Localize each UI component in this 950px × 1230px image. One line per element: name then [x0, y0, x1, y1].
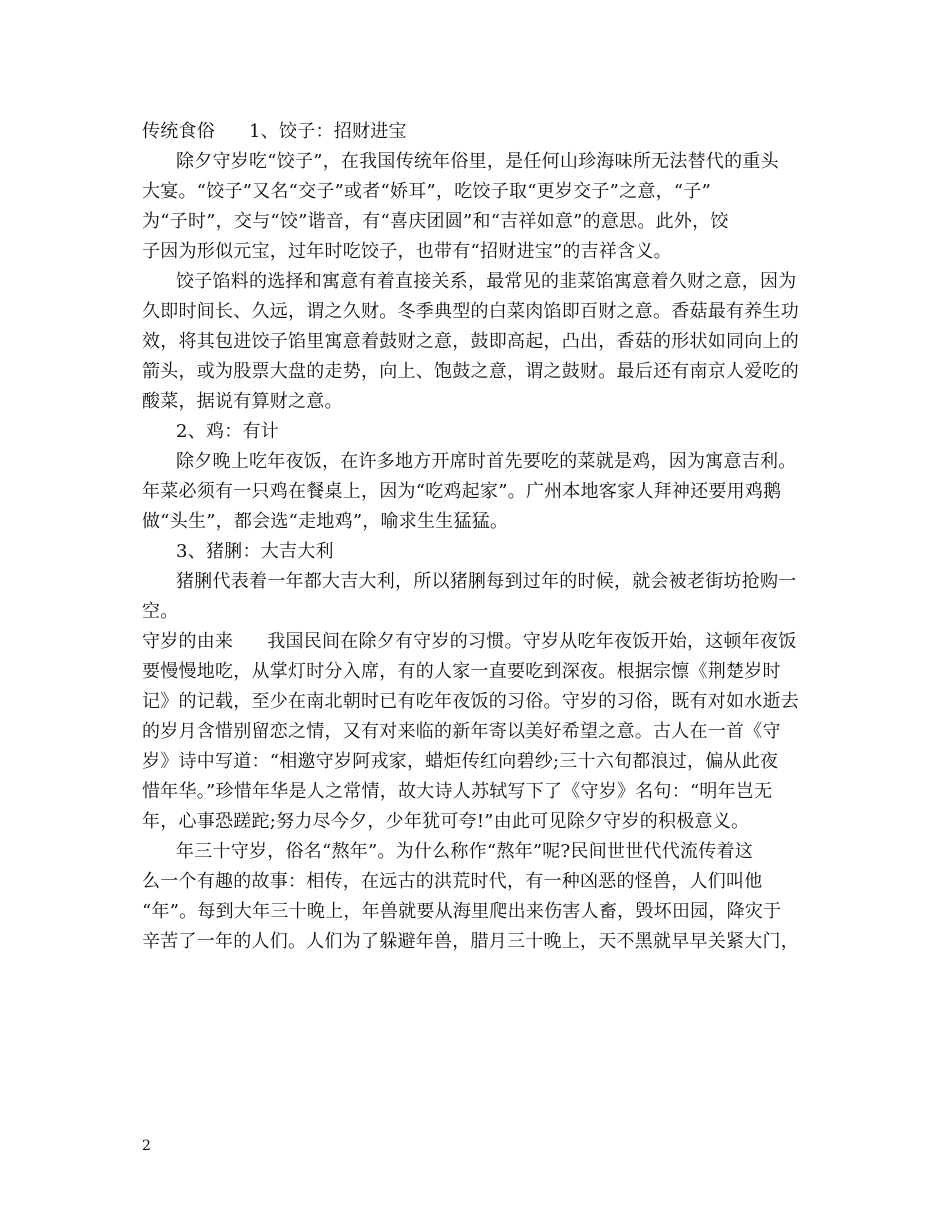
text-line: 大宴。“饺子”又名“交子”或者“娇耳”，吃饺子取“更岁交子”之意，“子” [142, 181, 712, 202]
text-line: 我国民间在除夕有守岁的习惯。守岁从吃年夜饭开始，这顿年夜饭 [267, 631, 797, 652]
text-line: 箭头，或为股票大盘的走势，向上、饱鼓之意，谓之鼓财。最后还有南京人爱吃的 [142, 361, 799, 382]
text-line: “年”。每到大年三十晚上，年兽就要从海里爬出来伤害人畜，毁坏田园，降灾于 [142, 901, 782, 922]
text-line: 除夕守岁吃“饺子”，在我国传统年俗里，是任何山珍海味所无法替代的重头 [176, 151, 779, 172]
section-title: 守岁的由来 [142, 631, 234, 652]
text-line: 要慢慢地吃，从掌灯时分入席，有的人家一直要吃到深夜。根据宗懔《荆楚岁时 [142, 661, 781, 682]
text-line: 效，将其包进饺子馅里寓意着鼓财之意，鼓即高起，凸出，香菇的形状如同向上的 [142, 331, 799, 352]
text-line: 岁》诗中写道：“相邀守岁阿戎家，蜡炬传红向碧纱;三十六旬都浪过，偏从此夜 [142, 751, 779, 772]
text-line: 么一个有趣的故事：相传，在远古的洪荒时代，有一种凶恶的怪兽，人们叫他 [142, 871, 763, 892]
text-line: 除夕晚上吃年夜饭，在许多地方开席时首先要吃的菜就是鸡，因为寓意吉利。 [176, 451, 797, 472]
text-line: 记》的记载，至少在南北朝时已有吃年夜饭的习俗。守岁的习俗，既有对如水逝去 [142, 691, 799, 712]
text-line: 空。 [142, 601, 179, 622]
section-heading-food-customs [142, 117, 812, 147]
text-line: 辛苦了一年的人们。人们为了躲避年兽，腊月三十晚上，天不黑就早早关紧大门， [142, 931, 799, 952]
section-title: 传统食俗 [142, 121, 215, 142]
document-body [142, 117, 812, 957]
subheading-chicken: 2、鸡：有计 [176, 421, 279, 442]
subheading-pig-tongue: 3、猪脷：大吉大利 [176, 541, 334, 562]
page-number: 2 [142, 1138, 151, 1154]
text-line: 子因为形似元宝，过年时吃饺子，也带有“招财进宝”的吉祥含义。 [142, 241, 672, 262]
text-line: 做“头生”，都会选“走地鸡”，喻求生生猛猛。 [142, 511, 509, 532]
text-line: 的岁月含惜别留恋之情，又有对来临的新年寄以美好希望之意。古人在一首《守 [142, 721, 781, 742]
section-heading-origin [142, 627, 812, 657]
text-line: 久即时间长、久远，谓之久财。冬季典型的白菜肉馅即百财之意。香菇最有养生功 [142, 301, 799, 322]
text-line: 饺子馅料的选择和寓意有着直接关系，最常见的韭菜馅寓意着久财之意，因为 [176, 271, 797, 292]
text-line: 酸菜，据说有算财之意。 [142, 391, 343, 412]
text-line: 年菜必须有一只鸡在餐桌上，因为“吃鸡起家”。广州本地客家人拜神还要用鸡鹅 [142, 481, 782, 502]
text-line: 猪脷代表着一年都大吉大利，所以猪脷每到过年的时候，就会被老街坊抢购一 [176, 571, 797, 592]
text-line: 年三十守岁，俗名“熬年”。为什么称作“熬年”呢?民间世世代代流传着这 [176, 841, 753, 862]
text-line: 惜年华。”珍惜年华是人之常情，故大诗人苏轼写下了《守岁》名句：“明年岂无 [142, 781, 773, 802]
text-line: 年，心事恐蹉跎;努力尽今夕，少年犹可夸!”由此可见除夕守岁的积极意义。 [142, 811, 750, 832]
text-line: 为“子时”，交与“饺”谐音，有“喜庆团圆”和“吉祥如意”的意思。此外，饺 [142, 211, 729, 232]
subheading-dumplings: 1、饺子：招财进宝 [249, 121, 407, 142]
